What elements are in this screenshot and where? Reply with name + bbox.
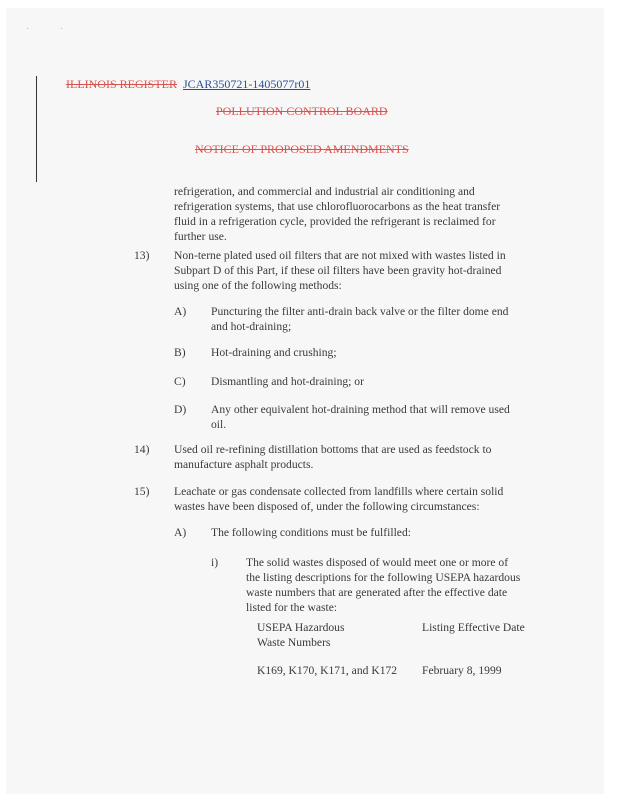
text-line: Non-terne plated used oil filters that are not mixed with wastes listed in bbox=[174, 249, 506, 262]
item-14-number: 14) bbox=[134, 443, 150, 456]
register-struck-text: ILLINOIS REGISTER bbox=[66, 77, 177, 91]
notice-header: NOTICE OF PROPOSED AMENDMENTS bbox=[195, 142, 409, 156]
item-14-text bbox=[174, 442, 491, 472]
jcar-code: JCAR350721-1405077r01 bbox=[183, 77, 311, 91]
text-line: Used oil re-refining distillation bottoms that are used as feedstock to bbox=[174, 443, 492, 456]
text-line: further use. bbox=[174, 230, 227, 243]
text-line: using one of the following methods: bbox=[174, 279, 342, 292]
item-13-sub-b-label: B) bbox=[174, 346, 186, 359]
item-13-sub-d-text bbox=[211, 402, 510, 432]
scan-speck: · bbox=[26, 24, 30, 35]
board-header: POLLUTION CONTROL BOARD bbox=[216, 104, 388, 118]
text-line: listed for the waste: bbox=[246, 601, 338, 614]
table-col2-header: Listing Effective Date bbox=[422, 621, 525, 634]
item-15-sub-i-text bbox=[246, 555, 520, 615]
scan-speck: · bbox=[60, 24, 64, 35]
text-line: The solid wastes disposed of would meet one or more of bbox=[246, 556, 509, 569]
item-15-sub-a-text: The following conditions must be fulfilled: bbox=[211, 526, 411, 539]
table-cell-effective-date: February 8, 1999 bbox=[422, 664, 502, 677]
text-line: oil. bbox=[211, 418, 227, 431]
text-line: Waste Numbers bbox=[257, 636, 331, 649]
text-line: refrigeration systems, that use chlorofluorocarbons as the heat transfer bbox=[174, 200, 501, 213]
item-13-sub-c-label: C) bbox=[174, 375, 186, 388]
item-13-sub-c-text: Dismantling and hot-draining; or bbox=[211, 375, 364, 388]
table-col1-header bbox=[257, 620, 345, 650]
continuation-paragraph bbox=[174, 184, 500, 244]
margin-change-bar bbox=[36, 76, 37, 182]
text-line: the listing descriptions for the following USEPA hazardous bbox=[246, 571, 521, 584]
text-line: Leachate or gas condensate collected from landfills where certain solid bbox=[174, 485, 504, 498]
text-line: fluid in a refrigeration cycle, provided the refrigerant is reclaimed for bbox=[174, 215, 496, 228]
item-13-sub-a-text bbox=[211, 304, 508, 334]
item-13-sub-a-label: A) bbox=[174, 305, 187, 318]
item-13-sub-b-text: Hot-draining and crushing; bbox=[211, 346, 337, 359]
text-line: and hot-draining; bbox=[211, 320, 292, 333]
text-line: USEPA Hazardous bbox=[257, 621, 345, 634]
item-13-number: 13) bbox=[134, 249, 150, 262]
item-15-text bbox=[174, 484, 503, 514]
table-cell-waste-numbers: K169, K170, K171, and K172 bbox=[257, 664, 398, 677]
document-page bbox=[6, 8, 604, 794]
text-line: Puncturing the filter anti-drain back valve or the filter dome end bbox=[211, 305, 509, 318]
text-line: manufacture asphalt products. bbox=[174, 458, 314, 471]
item-15-sub-i-label: i) bbox=[211, 556, 219, 569]
text-line: wastes have been disposed of, under the following circumstances: bbox=[174, 500, 480, 513]
item-15-number: 15) bbox=[134, 485, 150, 498]
item-13-sub-d-label: D) bbox=[174, 403, 187, 416]
item-13-text bbox=[174, 248, 506, 293]
text-line: refrigeration, and commercial and industrial air conditioning and bbox=[174, 185, 475, 198]
register-header bbox=[66, 77, 310, 92]
text-line: Subpart D of this Part, if these oil filters have been gravity hot-drained bbox=[174, 264, 502, 277]
item-15-sub-a-label: A) bbox=[174, 526, 187, 539]
text-line: Any other equivalent hot-draining method that will remove used bbox=[211, 403, 510, 416]
text-line: waste numbers that are generated after the effective date bbox=[246, 586, 508, 599]
